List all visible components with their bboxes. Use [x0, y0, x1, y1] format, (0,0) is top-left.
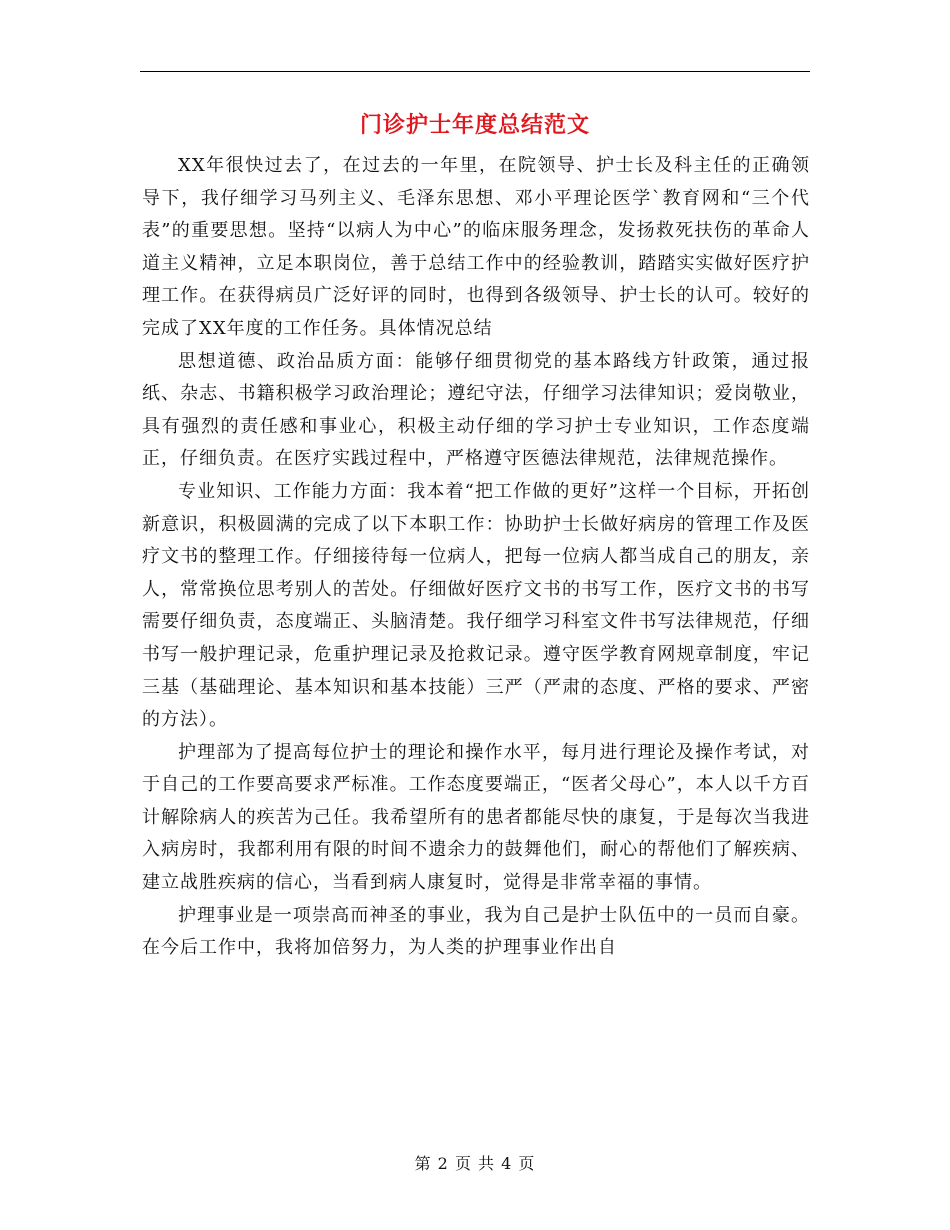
- page-number: 第 2 页 共 4 页: [414, 1154, 536, 1173]
- paragraph-ethics: 思想道德、政治品质方面：能够仔细贯彻党的基本路线方针政策，通过报纸、杂志、书籍积极学习政治理论；遵纪守法，仔细学习法律知识；爱岗敬业，具有强烈的责任感和事业心，积极主动仔细的学习护士专业知识，工作态度端正，仔细负责。在医疗实践过程中，严格遵守医德法律规范，法律规范操作。: [142, 350, 810, 470]
- header-rule: [140, 71, 810, 72]
- paragraph-nursing-department: 护理部为了提高每位护士的理论和操作水平，每月进行理论及操作考试，对于自己的工作要高要求严标准。工作态度要端正，“医者父母心”，本人以千方百计解除病人的疾苦为己任。我希望所有的患者都能尽快的康复，于是每次当我进入病房时，我都利用有限的时间不遗余力的鼓舞他们，耐心的帮他们了解疾病、建立战胜疾病的信心，当看到病人康复时，觉得是非常幸福的事情。: [142, 741, 810, 894]
- paragraph-intro: XX年很快过去了，在过去的一年里，在院领导、护士长及科主任的正确领导下，我仔细学习马列主义、毛泽东思想、邓小平理论医学`教育网和“三个代表”的重要思想。坚持“以病人为中心”的临床服务理念，发扬救死扶伤的革命人道主义精神，立足本职岗位，善于总结工作中的经验教训，踏踏实实做好医疗护理工作。在获得病员广泛好评的同时，也得到各级领导、护士长的认可。较好的完成了XX年度的工作任务。具体情况总结: [142, 155, 810, 339]
- paragraph-nursing-career: 护理事业是一项崇高而神圣的事业，我为自己是护士队伍中的一员而自豪。在今后工作中，我将加倍努力，为人类的护理事业作出自: [142, 904, 810, 959]
- document-body: [142, 150, 810, 965]
- document-title: 门诊护士年度总结范文: [359, 112, 590, 138]
- paragraph-professional-skills: 专业知识、工作能力方面：我本着“把工作做的更好”这样一个目标，开拓创新意识，积极圆满的完成了以下本职工作：协助护士长做好病房的管理工作及医疗文书的整理工作。仔细接待每一位病人，把每一位病人都当成自己的朋友，亲人，常常换位思考别人的苦处。仔细做好医疗文书的书写工作，医疗文书的书写需要仔细负责，态度端正、头脑清楚。我仔细学习科室文件书写法律规范，仔细书写一般护理记录，危重护理记录及抢救记录。遵守医学教育网规章制度，牢记三基（基础理论、基本知识和基本技能）三严（严肃的态度、严格的要求、严密的方法）。: [142, 480, 810, 731]
